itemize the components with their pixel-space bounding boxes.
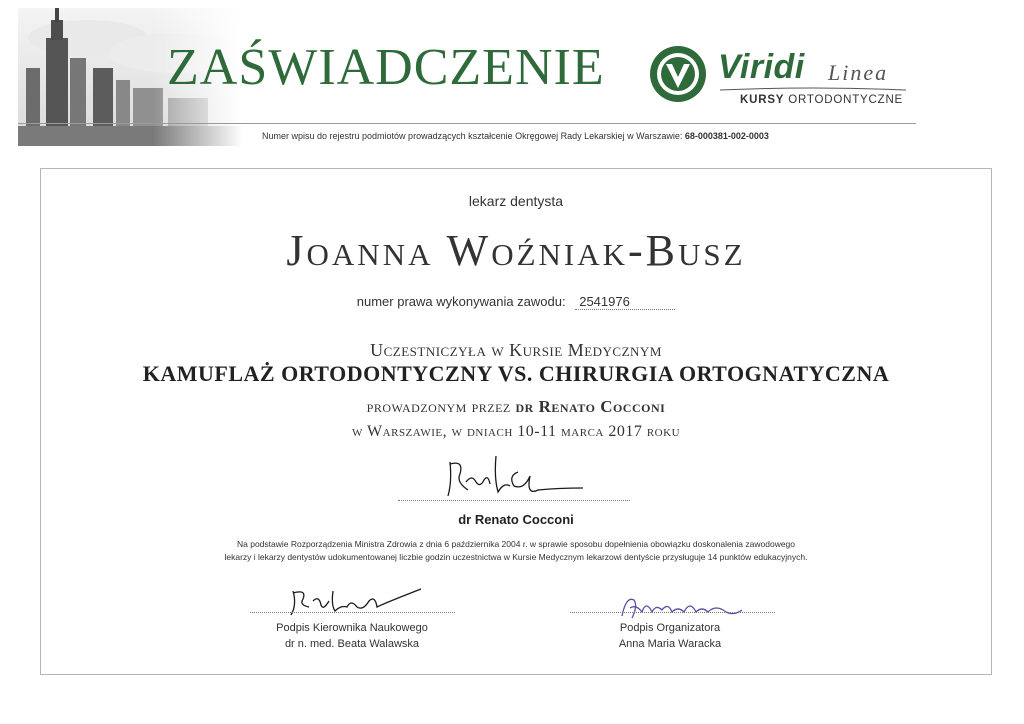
led-by-line: prowadzonym przez dr Renato Cocconi	[366, 397, 666, 416]
logo-swoosh-icon	[718, 84, 908, 94]
lecturer-caption: dr Renato Cocconi	[458, 512, 574, 527]
left-signature-caption: Podpis Kierownika Naukowego dr n. med. Beata Walawska	[276, 622, 428, 650]
course-title: KAMUFLAŻ ORTODONTYCZNY VS. CHIRURGIA ORTOGNATYCZNA	[142, 361, 890, 386]
organizer-signature	[616, 590, 746, 624]
recipient-name: Joanna Woźniak-Busz	[286, 226, 746, 275]
license-line	[40, 294, 992, 310]
right-signature-caption: Podpis Organizatora Anna Maria Waracka	[618, 622, 722, 650]
registry-number: 68-000381-002-0003	[684, 131, 769, 141]
certificate-header	[0, 0, 1024, 150]
license-label: numer prawa wykonywania zawodu:	[356, 294, 566, 309]
header-divider	[18, 123, 916, 124]
left-signature-line	[250, 612, 455, 613]
viridi-circle-icon	[648, 44, 708, 104]
logo-subtitle: KURSY ORTODONTYCZNE	[740, 94, 904, 106]
logo-script-word: Linea	[828, 60, 889, 85]
legal-basis-note: Na podstawie Rozporządzenia Ministra Zdrowia z dnia 6 października 2004 r. w sprawie sposobu dopełnienia obowiązku doskonalenia zawodowego lekarzy i lekarzy dentystów udokumentowanej liczbie godzin uczestnictwa w Kursie Medycznym lekarzowi dentyście przysługuje 14 punktów edukacyjnych.	[224, 539, 808, 562]
right-signature-line	[570, 612, 775, 613]
registry-note: Numer wpisu do rejestru podmiotów prowadzących kształcenie Okręgowej Rady Lekarskiej w Warszawie: 68-000381-002-0003	[262, 131, 769, 141]
participation-line: Uczestniczyła w Kursie Medycznym	[370, 340, 662, 360]
place-and-date: w Warszawie, w dniach 10-11 marca 2017 roku	[351, 423, 681, 440]
license-number: 2541976	[575, 294, 675, 310]
lecturer-signature	[438, 452, 588, 502]
lecturer-signature-line	[398, 500, 630, 501]
scientific-director-signature	[285, 585, 425, 619]
certificate-title: ZAŚWIADCZENIE	[167, 39, 605, 96]
viridi-logo	[648, 44, 918, 114]
profession: lekarz dentysta	[468, 193, 564, 209]
lecturer-name: dr Renato Cocconi	[515, 397, 666, 416]
logo-wordmark: Viridi	[718, 48, 805, 86]
